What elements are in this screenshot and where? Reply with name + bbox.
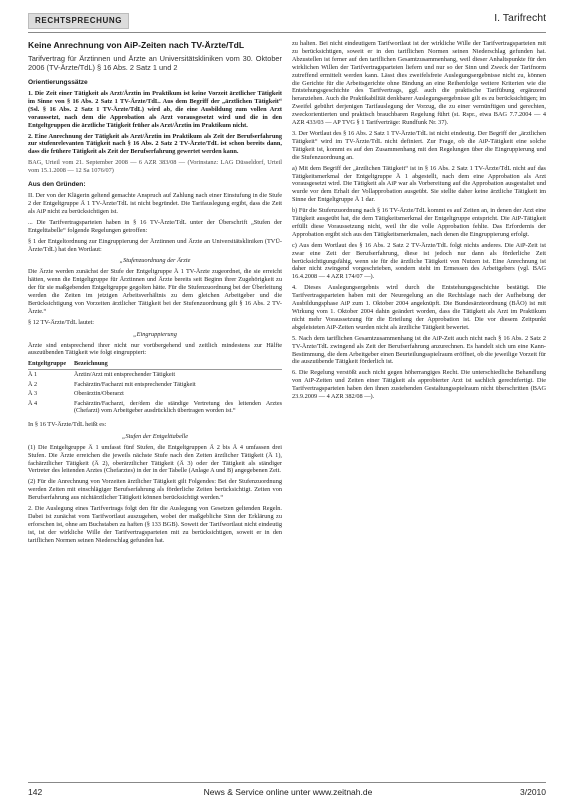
body-paragraph: c) Aus dem Wortlaut des § 16 Abs. 2 Satz 2 TV-Ärzte/TdL folgt nichts anderes. Die AiP-Zeit ist zwar eine Zeit der Berufserfahrung, diese ist jedoch nur dann als förderliche Zeit berücksichtigungsfähig, wenn sie für die ärztliche Tätigkeit von Nutzen ist. Eine Anrechnung ist daher nicht zwingend vorgeschrieben, sondern steht im Ermessen des Arbeitgebers (vgl. BAG 16.4.2008 — 4 AZR 174/07 —). xyxy=(292,241,546,281)
body-paragraph: 6. Die Regelung verstößt auch nicht gegen höherrangiges Recht. Die unterschiedliche Behandlung von AiP-Zeiten und Zeiten einer Tätigkeit als approbierter Arzt ist sachlich gerechtfertigt. Die Tarifvertragsparteien haben den ihnen zustehenden Gestaltungsspielraum nicht überschritten (BAG 23.9.2009 — 4 AZR 382/08 —). xyxy=(292,369,546,401)
table-row xyxy=(28,389,282,399)
quote-heading: „Stufen der Entgelttabelle xyxy=(121,432,189,440)
table-row xyxy=(28,380,282,390)
quote-heading: „Eingruppierung xyxy=(133,330,177,338)
reasons-paragraph: § 1 der Entgeltordnung zur Eingruppierung der Ärztinnen und Ärzte an Universitätskliniken (TVÜ-Ärzte/TdL) hat den Wortlaut: xyxy=(28,237,282,253)
table-cell: Fachärztin/Facharzt, der/dem die ständige Vertretung des leitenden Arztes (Chefarzt) vom Arbeitgeber ausdrücklich übertragen worden ist.“ xyxy=(74,399,282,415)
column-header: Bezeichnung xyxy=(74,360,282,369)
body-paragraph: b) Für die Stufenzuordnung nach § 16 TV-Ärzte/TdL kommt es auf Zeiten an, in denen der Arzt eine Tätigkeit ausgeübt hat, die dem Tätigkeitsmerkmal der Entgeltgruppe entspricht. Die AiP-Tätigkeit erfüllt diese Voraussetzung nicht, weil ihr die volle Approbation fehlte. Das Erfordernis der Approbation ergibt sich aus den Tätigkeitsmerkmalen, nach denen die Eingruppierung erfolgt. xyxy=(292,207,546,238)
section-label: I. Tarifrecht xyxy=(494,12,546,24)
footer-service-line: News & Service online unter www.zeitnah.de xyxy=(203,787,373,797)
court-citation: BAG, Urteil vom 21. September 2008 — 6 AZR 383/08 — (Vorinstanz: LAG Düsseldorf, Urteil vom 15.1.2008 — 12 Sa 1076/07) xyxy=(28,159,282,175)
table-cell: Ä 2 xyxy=(28,380,38,388)
reasons-paragraph: II. Der von der Klägerin geltend gemachte Anspruch auf Zahlung nach einer Einstufung in die Stufe 2 der Entgeltgruppe Ä 1 TV-Ärzte/TdL ist nicht begründet. Die Tarifauslegung ergibt, dass die Zeit als AiP nicht zu berücksichtigen ist. xyxy=(28,192,282,215)
table-header-row xyxy=(28,360,282,369)
orientation-paragraph: 1. Die Zeit einer Tätigkeit als Arzt/Ärztin im Praktikum ist keine Vorzeit ärztlicher Tätigkeit im Sinne von § 16 Abs. 2 Satz 1 TV-Ärzte/TdL. Aus dem Begriff der „ärztlichen Tätigkeit“ (Ssl. § 16 Abs. 2 Satz 1 TV-Ärzte/TdL) wird ab, die eine Ausbildung zum vollen Arzt voraussetzt, nach dem die Approbation als Arzt vorausgesetzt wird und die in den Entgeltgruppen die ärztliche Tätigkeit früher als Arzt/Ärztin im Praktikum nicht. xyxy=(28,90,282,129)
quote-paragraph: Ärzte sind entsprechend ihrer nicht nur vorübergehend und zeitlich mindestens zur Hälfte auszuübenden Tätigkeit wie folgt eingruppiert: xyxy=(28,341,282,357)
right-column xyxy=(292,40,546,780)
reasons-heading: Aus den Gründen: xyxy=(28,181,86,189)
left-column xyxy=(28,40,282,780)
quote-heading: „Stufenzuordnung der Ärzte xyxy=(119,257,191,265)
body-paragraph: 3. Der Wortlaut des § 16 Abs. 2 Satz 1 TV-Ärzte/TdL ist nicht eindeutig. Der Begriff der „ärztlichen Tätigkeit“ wird im TV-Ärzte/TdL nicht definiert. Zur Frage, ob die AiP-Tätigkeit eine solche Tätigkeit ist, kommt es auf den Zusammenhang mit den Regelungen über die Eingruppierung und die Stufenzuordnung an. xyxy=(292,129,546,161)
body-paragraph: a) Mit dem Begriff der „ärztlichen Tätigkeit“ ist in § 16 Abs. 2 Satz 1 TV-Ärzte/TdL nicht auf das Tätigkeitsmerkmal der Entgeltgruppe Ä 1 abgestellt, nach dem eine Approbation als Arzt vorausgesetzt wird. Die Tätigkeit als AiP war als Vorbereitung auf die Approbation ausgestaltet und wurde vor dem Erhalt der Vollapprobation ausgeübt. Sie stellte daher keine ärztliche Tätigkeit im Sinne der Entgeltgruppe Ä 1 dar. xyxy=(292,164,546,204)
body-paragraph: 5. Nach dem tariflichen Gesamtzusammenhang ist die AiP-Zeit auch nicht nach § 16 Abs. 2 Satz 2 TV-Ärzte/TdL zwingend als Zeit der Berufserfahrung anzurechnen. Es handelt sich um eine Kann-Bestimmung, die dem Arbeitgeber einen Beurteilungsspielraum eröffnet, ob die jeweilige Vorzeit für die auszuübende Tätigkeit förderlich ist. xyxy=(292,334,546,366)
page-number: 142 xyxy=(28,787,43,797)
table-cell: Oberärztin/Oberarzt xyxy=(74,390,124,398)
issue-number: 3/2010 xyxy=(520,787,546,797)
quote-paragraph: (2) Für die Anrechnung von Vorzeiten ärztlicher Tätigkeit gilt Folgendes: Bei der Stufenzuordnung werden Zeiten mit einschlägiger Berufserfahrung als förderliche Zeiten berücksichtigt. Zeiten von Berufserfahrung aus nichtärztlicher Tätigkeit können berücksichtigt werden.“ xyxy=(28,478,282,502)
reasons-paragraph: ... Die Tarifvertragsparteien haben in § 16 TV-Ärzte/TdL unter der Überschrift „Stufen der Entgelttabelle“ folgende Regelungen getroffen: xyxy=(28,218,282,234)
table-cell: Ä 4 xyxy=(28,399,38,407)
orientation-heading: Orientierungssätze xyxy=(28,79,88,86)
quote-intro: In § 16 TV-Ärzte/TdL heißt es: xyxy=(28,420,107,428)
header-rule xyxy=(28,32,546,33)
table-cell: Ä 3 xyxy=(28,390,38,398)
article-subtitle: Tarifvertrag für Ärztinnen und Ärzte an Universitätskliniken vom 30. Oktober 2006 (TV-Ärzte/TdL) § 16 Abs. 2 Satz 1 und 2 xyxy=(28,54,282,72)
quote-paragraph: (1) Die Entgeltgruppe Ä 1 umfasst fünf Stufen, die Entgeltgruppen Ä 2 bis Ä 4 umfassen drei Stufen. Die Ärzte erreichen die jeweils nächste Stufe nach den Zeiten ärztlicher Tätigkeit (Ä 1), fachärztlicher Tätigkeit (Ä 2), oberärztlicher Tätigkeit (Ä 3) oder der Tätigkeit als ständiger Vertreter des leitenden Arztes (Chefarztes) in der in der Tabelle (Anlage A und B) angegebenen Zeit. xyxy=(28,443,282,475)
article-body xyxy=(28,40,546,780)
pay-group-table xyxy=(28,360,282,416)
column-header: Entgeltgruppe xyxy=(28,360,74,369)
quote-intro: § 12 TV-Ärzte/TdL lautet: xyxy=(28,318,95,326)
table-cell: Fachärztin/Facharzt mit entsprechender Tätigkeit xyxy=(74,380,196,388)
orientation-paragraph: 2. Eine Anrechnung der Tätigkeit als Arzt/Ärztin im Praktikum als Zeit der Berufserfahrung zur stufenrelevanten Tätigkeit nach § 16 Abs. 2 Satz 2 TV-Ärzte/TdL ist schon bereits dann, dass die frühere Tätigkeit als Zeit der Berufserfahrung gewertet werden kann. xyxy=(28,132,282,156)
article-title: Keine Anrechnung von AiP-Zeiten nach TV-Ärzte/TdL xyxy=(28,40,245,50)
quote-paragraph: Die Ärzte werden zunächst der Stufe der Entgeltgruppe Ä 1 TV-Ärzte zugeordnet, die sie erreicht hätten, wenn die Entgeltgruppe für Ärztinnen und Ärzte bereits seit Beginn ihrer Zugehörigkeit zu der für sie maßgebenden Entgeltgruppe gegolten hätte. Für die Stufenzuordnung bei der Überleitung werden die Zeiten im jetzigen Arbeitsverhältnis zu dem gleichen Arbeitgeber und die Berücksichtigung von Vorzeiten ärztlicher Tätigkeit bei der Stufenzuordnung gilt § 16 Abs. 2 TV-Ärzte.“ xyxy=(28,268,282,315)
document-page xyxy=(28,10,546,800)
page-footer xyxy=(28,782,546,799)
table-cell: Ä 1 xyxy=(28,370,38,378)
table-cell: Ärztin/Arzt mit entsprechender Tätigkeit xyxy=(74,370,176,378)
table-row xyxy=(28,369,282,379)
table-row xyxy=(28,399,282,416)
category-tag: RECHTSPRECHUNG xyxy=(28,13,129,29)
body-paragraph: 4. Dieses Auslegungsergebnis wird durch die Entstehungsgeschichte bestätigt. Die Tarifvertragsparteien haben mit der Neuregelung an die Rechtslage nach der Aufhebung der Ausbildungsphase AiP zum 1. Oktober 2004 angeknüpft. Die Bundesärzteordnung (BÄO) ist mit Wirkung vom 1. Oktober 2004 dahin geändert worden, dass die Tätigkeit als Arzt im Praktikum nicht mehr Voraussetzung für die Erteilung der Approbation ist. Die vor diesem Zeitpunkt abgeleisteten AiP-Zeiten wurden nicht als ärztliche Tätigkeit bewertet. xyxy=(292,284,546,331)
body-paragraph: 2. Die Auslegung eines Tarifvertrags folgt den für die Auslegung von Gesetzen geltenden Regeln. Dabei ist zunächst vom Tarifwortlaut auszugehen, wobei der maßgebliche Sinn der Erklärung zu erforschen ist, ohne am Buchstaben zu haften (§ 133 BGB). Soweit der Tarifwortlaut nicht eindeutig ist, ist der wirkliche Wille der Tarifvertragsparteien mit zu berücksichtigen, soweit er in den tariflichen Normen seinen Niederschlag gefunden hat. xyxy=(28,505,282,544)
page-header xyxy=(28,10,546,32)
body-paragraph: zu halten. Bei nicht eindeutigem Tarifwortlaut ist der wirkliche Wille der Tarifvertragsparteien mit zu berücksichtigen, soweit er in den tariflichen Normen seinen Niederschlag gefunden hat. Abzustellen ist ferner auf den tariflichen Gesamtzusammenhang, weil dieser Anhaltspunkte für den wirklichen Willen der Tarifvertragsparteien liefern und nur so der Sinn und Zweck der Tarifnorm zutreffend ermittelt werden kann. Lässt dies zweifelsfreie Auslegungsergebnisse nicht zu, können die Gerichte für die Arbeitsgerichte ohne Bindung an eine Reihenfolge weitere Kriterien wie die Entstehungsgeschichte des Tarifvertrags, ggf. auch die praktische Tarifübung ergänzend heranziehen. Auch die Praktikabilität denkbarer Auslegungsergebnisse gilt es zu berücksichtigen; im Zweifel gebührt derjenigen Tarifauslegung der Vorzug, die zu einer vernünftigen und gerechten, zweckorientierten und praktisch brauchbaren Regelung führt (st. Rspr., etwa BAG 7.7.2004 — 4 AZR 433/03 — AP TVG § 1 Tarifverträge: Rundfunk Nr. 37). xyxy=(292,40,546,127)
